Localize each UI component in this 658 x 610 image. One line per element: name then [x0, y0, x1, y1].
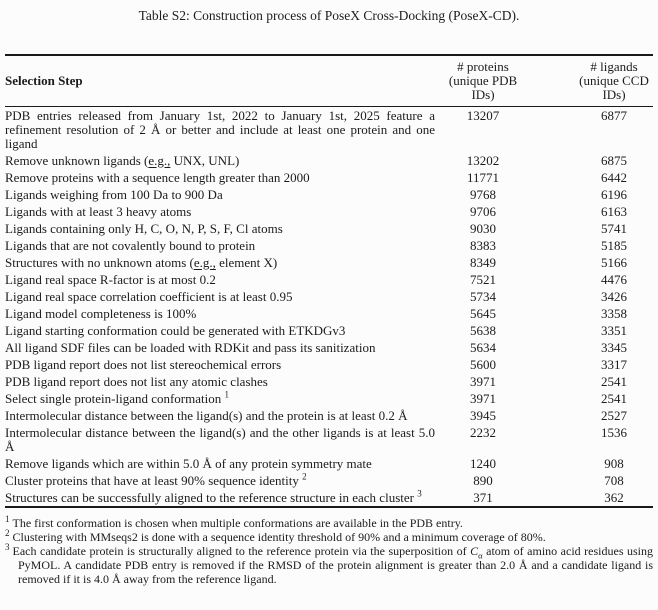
ligands-count-cell: 2541 — [601, 373, 627, 389]
table-footnotes — [5, 516, 653, 586]
ligands-count-cell: 3426 — [601, 288, 627, 304]
ligands-count-cell: 6442 — [601, 169, 627, 185]
table-caption: Table S2: Construction process of PoseX Cross-Docking (PoseX-CD). — [138, 8, 520, 23]
proteins-count-cell: 7521 — [470, 271, 496, 287]
selection-step-cell: PDB entries released from January 1st, 2022 to January 1st, 2025 feature a refinement resolution of 2 Å or better and include at least one protein and one ligand — [5, 107, 435, 151]
proteins-count-cell: 1240 — [470, 455, 496, 471]
selection-step-cell: Intermolecular distance between the ligand(s) and the protein is at least 0.2 Å — [5, 407, 408, 423]
ligands-count-cell: 6196 — [601, 186, 627, 202]
proteins-count-cell: 5734 — [470, 288, 496, 304]
ligands-count-cell: 5741 — [601, 220, 627, 236]
table-body — [5, 107, 653, 506]
selection-step-cell: Ligands containing only H, C, O, N, P, S, F, Cl atoms — [5, 220, 283, 236]
ligands-count-cell: 4476 — [601, 271, 627, 287]
table-header-row — [5, 56, 653, 106]
proteins-count-cell: 11771 — [466, 169, 500, 185]
proteins-count-cell: 890 — [473, 472, 493, 488]
proteins-count-cell: 3971 — [470, 373, 496, 389]
column-header-selection-step: Selection Step — [5, 73, 83, 88]
selection-step-cell: Select single protein-ligand conformation $^1$ — [5, 389, 229, 406]
selection-step-cell: Remove proteins with a sequence length greater than 2000 — [5, 169, 310, 185]
footnote-2 — [5, 530, 653, 544]
selection-step-cell: Structures with no unknown atoms (e.g., element X) — [5, 254, 278, 270]
ligands-count-cell: 6163 — [601, 203, 627, 219]
ligands-count-cell: 908 — [604, 455, 624, 471]
ligands-count-cell: 362 — [604, 489, 624, 505]
ligands-count-cell: 3317 — [601, 356, 627, 372]
table-row — [5, 305, 653, 322]
table-row — [5, 220, 653, 237]
proteins-count-cell: 3945 — [470, 407, 496, 423]
selection-step-cell: Cluster proteins that have at least 90% sequence identity $^2$ — [5, 471, 307, 488]
column-header-proteins — [441, 60, 525, 102]
ligands-count-cell: 708 — [604, 472, 624, 488]
table-row — [5, 203, 653, 220]
proteins-count-cell: 9706 — [470, 203, 496, 219]
selection-step-cell: All ligand SDF files can be loaded with RDKit and pass its sanitization — [5, 339, 376, 355]
table-row — [5, 373, 653, 390]
proteins-count-cell: 9030 — [470, 220, 496, 236]
proteins-count-cell: 8349 — [470, 254, 496, 270]
ligands-count-cell: 3351 — [601, 322, 627, 338]
table-row — [5, 322, 653, 339]
proteins-count-cell: 8383 — [470, 237, 496, 253]
proteins-count-cell: 13202 — [466, 152, 500, 168]
footnote-1 — [5, 516, 653, 530]
selection-step-cell: Remove ligands which are within 5.0 Å of any protein symmetry mate — [5, 455, 372, 471]
table-row — [5, 339, 653, 356]
proteins-count-cell: 13207 — [466, 107, 500, 123]
selection-step-cell: PDB ligand report does not list stereochemical errors — [5, 356, 282, 372]
table-bottom-rule — [5, 506, 653, 508]
selection-step-cell: Remove unknown ligands (e.g., UNX, UNL) — [5, 152, 240, 168]
proteins-count-cell: 5638 — [470, 322, 496, 338]
ligands-count-cell: 1536 — [601, 424, 627, 440]
table-row — [5, 472, 653, 489]
table-row — [5, 152, 653, 169]
column-header-ligands — [525, 60, 653, 102]
selection-step-cell: Ligands that are not covalently bound to protein — [5, 237, 256, 253]
selection-step-cell: PDB ligand report does not list any atomic clashes — [5, 373, 268, 389]
selection-table — [5, 54, 653, 586]
column-header-ligands-line1: # ligands — [590, 59, 638, 74]
selection-step-cell: Ligand starting conformation could be generated with ETKDGv3 — [5, 322, 346, 338]
ligands-count-cell: 3345 — [601, 339, 627, 355]
selection-step-cell: Ligands with at least 3 heavy atoms — [5, 203, 192, 219]
table-row — [5, 407, 653, 424]
proteins-count-cell: 5634 — [470, 339, 496, 355]
ligands-count-cell: 2527 — [601, 407, 627, 423]
table-row — [5, 107, 653, 152]
footnote-text: Clustering with MMseqs2 is done with a sequence identity threshold of 90% and a minimum coverage of 80%. — [12, 530, 546, 544]
selection-step-cell: Ligand model completeness is 100% — [5, 305, 197, 321]
proteins-count-cell: 5600 — [470, 356, 496, 372]
table-row — [5, 455, 653, 472]
selection-step-cell: Structures can be successfully aligned to the reference structure in each cluster $^3$ — [5, 488, 422, 505]
proteins-count-cell: 9768 — [470, 186, 496, 202]
footnote-3 — [5, 544, 653, 586]
ligands-count-cell: 6875 — [601, 152, 627, 168]
table-row — [5, 288, 653, 305]
column-header-ligands-line2: (unique CCD IDs) — [579, 73, 649, 102]
table-row — [5, 424, 653, 455]
proteins-count-cell: 5645 — [470, 305, 496, 321]
table-row — [5, 186, 653, 203]
table-row — [5, 390, 653, 407]
table-row — [5, 356, 653, 373]
table-row — [5, 169, 653, 186]
footnote-marker: 2 — [5, 528, 10, 538]
table-row — [5, 271, 653, 288]
footnote-text: The first conformation is chosen when multiple conformations are available in the PDB entry. — [12, 516, 463, 530]
table-row — [5, 489, 653, 506]
proteins-count-cell: 3971 — [470, 390, 496, 406]
selection-step-cell: Ligands weighing from 100 Da to 900 Da — [5, 186, 223, 202]
proteins-count-cell: 2232 — [470, 424, 496, 440]
column-header-proteins-line2: (unique PDB IDs) — [448, 73, 518, 102]
table-row — [5, 237, 653, 254]
footnote-marker: 3 — [5, 542, 10, 552]
selection-step-cell: Intermolecular distance between the ligand(s) and the other ligands is at least 5.0 Å — [5, 424, 435, 454]
footnote-text: Each candidate protein is structurally aligned to the reference protein via the superposition of $C_\alpha$ atom of amino acid residues using PyMOL. A candidate PDB entry is removed if the RMSD of the protein alignment is greater than 2.0 Å and a candidate ligand is removed if it is 4.0 Å away from the reference ligand. — [12, 544, 653, 586]
ligands-count-cell: 2541 — [601, 390, 627, 406]
ligands-count-cell: 6877 — [601, 107, 627, 123]
ligands-count-cell: 3358 — [601, 305, 627, 321]
proteins-count-cell: 371 — [473, 489, 493, 505]
ligands-count-cell: 5185 — [601, 237, 627, 253]
table-row — [5, 254, 653, 271]
footnote-marker: 1 — [5, 514, 10, 524]
selection-step-cell: Ligand real space R-factor is at most 0.2 — [5, 271, 216, 287]
column-header-proteins-line1: # proteins — [457, 59, 509, 74]
selection-step-cell: Ligand real space correlation coefficient is at least 0.95 — [5, 288, 293, 304]
ligands-count-cell: 5166 — [601, 254, 627, 270]
